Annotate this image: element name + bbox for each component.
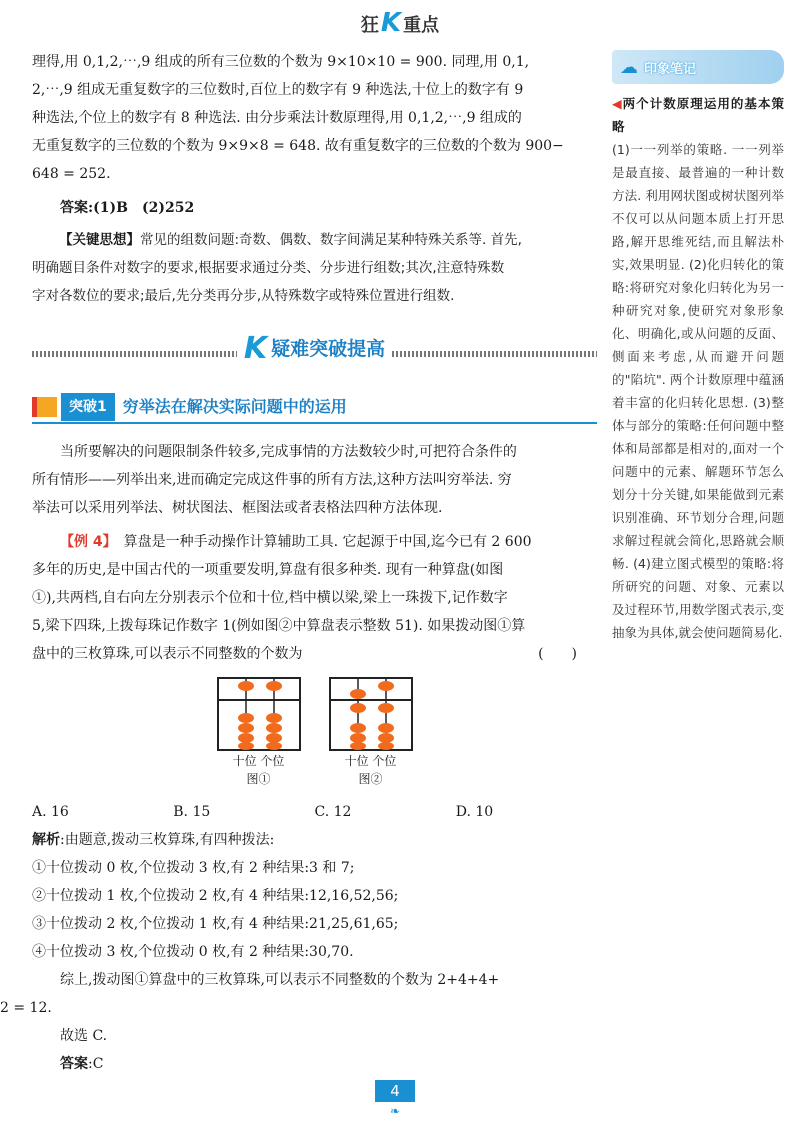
abacus-1-columns: 十位 个位	[232, 754, 285, 768]
summary-line: 综上,拨动图①算盘中的三枚算珠,可以表示不同整数的个数为 2+4+4+	[60, 972, 500, 988]
abacus-1-caption: 图①	[246, 772, 271, 786]
book-brand-header: 狂K 重点	[360, 8, 440, 38]
option-b: B. 15	[173, 804, 211, 820]
example-label: 【例 4】	[60, 534, 110, 550]
intro-line: 648 = 252.	[32, 166, 111, 182]
triangle-icon: ◀	[612, 96, 623, 111]
example-line: 5,梁下四珠,上拨每珠记作数字 1(例如图②中算盘表示整数 51). 如果拨动图①算	[32, 618, 526, 634]
case-line: ②十位拨动 1 枚,个位拨动 2 枚,有 4 种结果:12,16,52,56;	[32, 888, 399, 904]
abacus-2-drawing	[328, 676, 414, 752]
k-logo: K	[380, 8, 402, 38]
intro-line: 2,⋯,9 组成无重复数字的三位数时,百位上的数字有 9 种选法,十位上的数字有 9	[32, 82, 524, 98]
sidebar-notes	[612, 50, 784, 644]
choice-options	[32, 798, 597, 826]
summary-line: 2 = 12.	[0, 1000, 52, 1016]
section-banner	[32, 332, 597, 372]
elephant-icon: ☁	[620, 56, 638, 78]
example-line: 【例 4】 算盘是一种手动操作计算辅助工具. 它起源于中国,迄今已有 2 600	[60, 534, 532, 550]
option-c: C. 12	[314, 804, 352, 820]
divider	[392, 351, 597, 357]
analysis-line: 解析:由题意,拨动三枚算珠,有四种拨法:	[32, 832, 275, 848]
break-para-line: 所有情形——列举出来,进而确定完成这件事的所有方法,这种方法叫穷举法. 穷	[32, 472, 512, 488]
key-idea: 【关键思想】常见的组数问题:奇数、偶数、数字间满足某种特殊关系等. 首先, 明确题目条件对数字的要求,根据要求通过分类、分步进行组数;其次,注意特殊数 字对各数位的要求;最后,先分类再分步,从特殊数字或特殊位置进行组数.	[32, 232, 522, 304]
abacus-1-drawing	[216, 676, 302, 752]
breakthrough-tag: 突破1	[61, 393, 115, 421]
answer-bracket: ( )	[538, 646, 577, 662]
bird-icon: ❧	[389, 1104, 401, 1118]
abacus-2-caption: 图②	[358, 772, 383, 786]
final-answer: 答案:C	[60, 1056, 104, 1072]
intro-line: 无重复数字的三位数的个数为 9×9×8 = 648. 故有重复数字的三位数的个数为 900−	[32, 138, 564, 154]
case-line: ④十位拨动 3 枚,个位拨动 0 枚,有 2 种结果:30,70.	[32, 944, 354, 960]
analysis-label: 解析	[32, 832, 60, 848]
case-line: ③十位拨动 2 枚,个位拨动 1 枚,有 4 种结果:21,25,61,65;	[32, 916, 399, 932]
answer-line-1: 答案:(1)B (2)252	[60, 200, 195, 216]
main-column	[0, 48, 597, 1078]
abacus-figure-1	[216, 676, 302, 794]
section-title: 疑难突破提高	[271, 338, 386, 360]
intro-line: 理得,用 0,1,2,⋯,9 组成的所有三位数的个数为 9×10×10 = 900. 同理,用 0,1,	[32, 54, 530, 70]
abacus-2-columns: 十位 个位	[344, 754, 397, 768]
breakthrough-heading	[32, 392, 597, 424]
option-d: D. 10	[455, 804, 494, 820]
key-idea-label: 【关键思想】	[59, 232, 140, 248]
example-line: ①),共两档,自右向左分别表示个位和十位,档中横以梁,梁上一珠拨下,记作数字	[32, 590, 508, 606]
sidebar-body	[612, 92, 784, 644]
break-para-line: 当所要解决的问题限制条件较多,完成事情的方法数较少时,可把符合条件的	[60, 444, 517, 460]
sidebar-header: ☁ 印象笔记	[612, 50, 784, 84]
example-line: 多年的历史,是中国古代的一项重要发明,算盘有很多种类. 现有一种算盘(如图	[32, 562, 504, 578]
case-line: ①十位拨动 0 枚,个位拨动 3 枚,有 2 种结果:3 和 7;	[32, 860, 355, 876]
option-a: A. 16	[32, 804, 69, 820]
choose-line: 故选 C.	[60, 1028, 108, 1044]
intro-line: 种选法,个位上的数字有 8 种选法. 由分步乘法计数原理得,用 0,1,2,⋯,9 组成的	[32, 110, 522, 126]
break-para-line: 举法可以采用列举法、树状图法、框图法或者表格法四种方法体现.	[32, 500, 443, 516]
k-icon: K	[243, 331, 268, 366]
book-icon	[32, 397, 57, 417]
sidebar-title: 两个计数原理运用的基本策略	[612, 96, 784, 134]
breakthrough-title: 穷举法在解决实际问题中的运用	[122, 397, 347, 416]
page-number: 4	[375, 1080, 415, 1102]
abacus-figure-2	[328, 676, 414, 794]
abacus-figures	[32, 676, 597, 794]
sidebar-text: (1)一一列举的策略. 一一列举是最直接、最普遍的一种计数方法. 利用网状图或树状图列举不仅可以从问题本质上打开思路,解开思维死结,而且解法朴实,效果明显. (2)化归转化的策略:将研究对象化归转化为另一种研究对象,使研究对象形象化、明确化,或从问题的反面、侧面来考虑,从而避开问题的"陷坑". 两个计数原理中蕴涵着丰富的化归转化思想. (3)整体与部分的策略:任何问题中整体和局部都是相对的,面对一个问题中的元素、解题环节怎么划分十分关键,如果能做到元素识别准确、环节划分合理,问题求解过程就会简化,思路就会顺畅. (4)建立图式模型的策略:将所研究的问题、对象、元素以及过程环节,用数学图式表示,变抽象为具体,就会使问题简易化.	[612, 142, 784, 640]
example-line: 盘中的三枚算珠,可以表示不同整数的个数为 ( )	[32, 640, 597, 668]
